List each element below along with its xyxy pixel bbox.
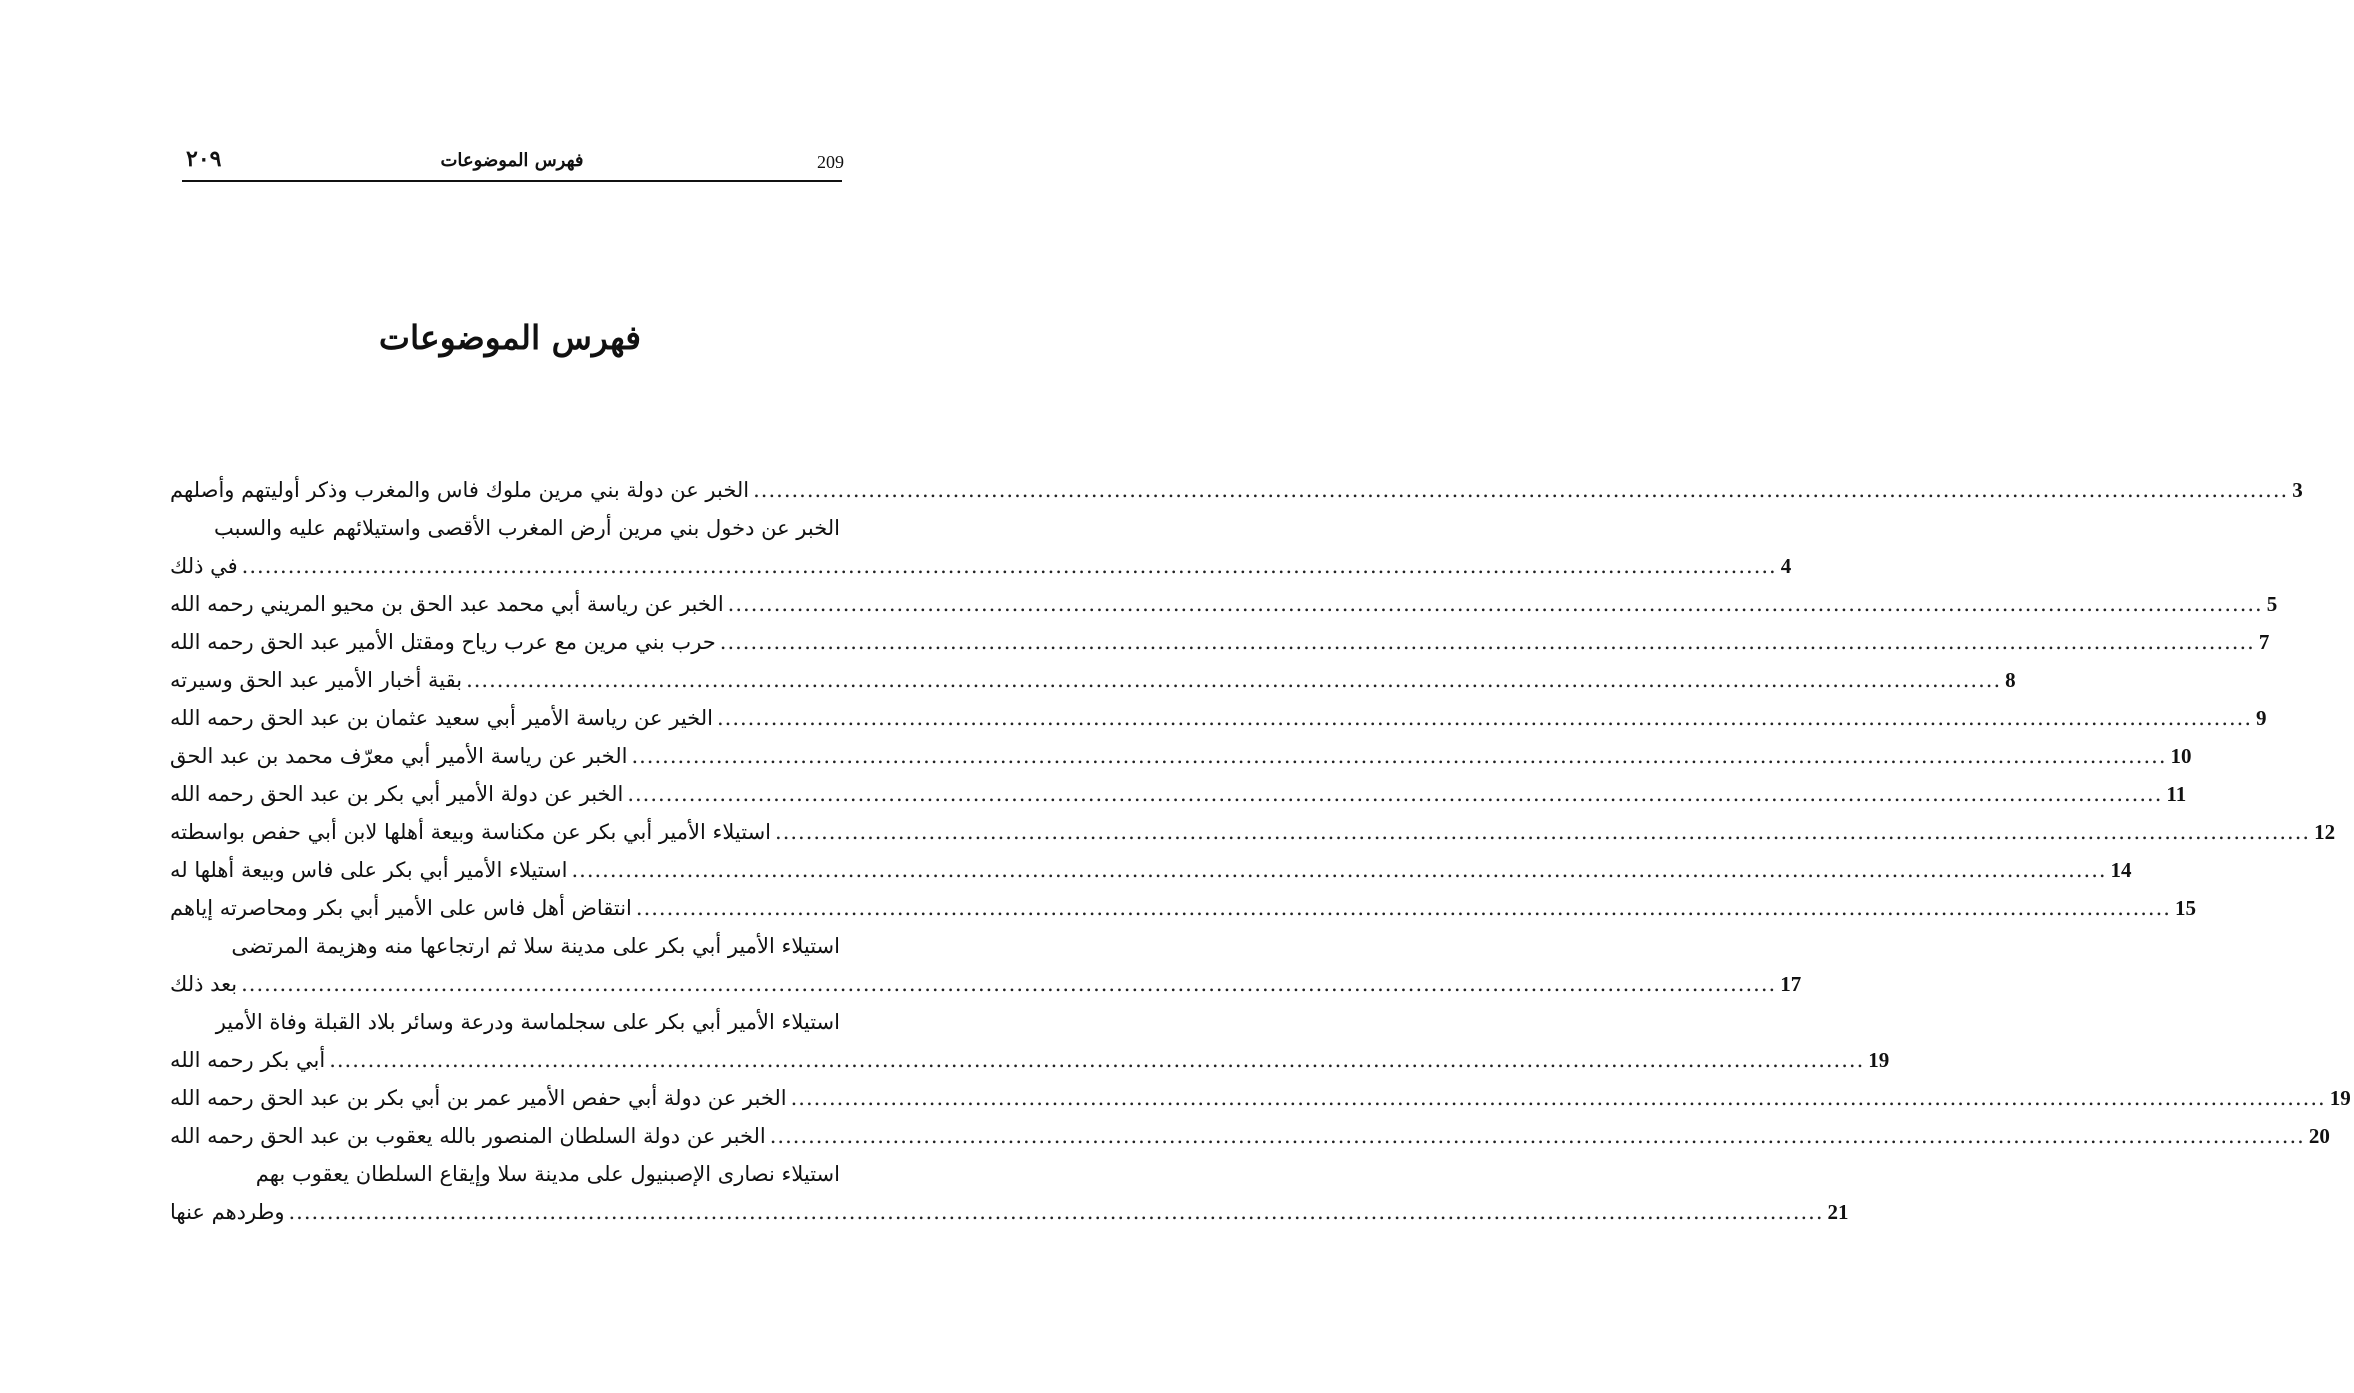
toc-entry (170, 706, 2267, 744)
toc-entry-page: 9 (2256, 706, 2267, 730)
toc-entry-page: 20 (2308, 1124, 2330, 1148)
toc-entry-page: 12 (2314, 820, 2336, 844)
toc-entry-title: استيلاء الأمير أبي بكر على سجلماسة ودرعة وسائر بلاد القبلة وفاة الأمير (215, 1010, 840, 1034)
dot-leader: ........................................................................................................................................................................................................ (719, 630, 2255, 654)
toc-entry-page: 11 (2166, 782, 2187, 806)
running-title: فهرس الموضوعات (440, 150, 584, 171)
toc-entry-page: 14 (2110, 858, 2132, 882)
toc-entry-page: 19 (1868, 1048, 1890, 1072)
toc-entry-page: 3 (2292, 478, 2303, 502)
dot-leader: ........................................................................................................................................................................................................ (790, 1086, 2326, 1110)
table-of-contents (170, 478, 2351, 1238)
toc-entry (170, 630, 2270, 668)
toc-entry (170, 478, 2303, 516)
toc-entry (170, 668, 2016, 706)
toc-entry-title: استيلاء الأمير أبي بكر عن مكناسة وبيعة أهلها لابن أبي حفص بواسطته (170, 820, 772, 844)
toc-entry-page: 8 (2005, 668, 2016, 692)
dot-leader: ........................................................................................................................................................................................................ (769, 1124, 2305, 1148)
toc-entry-page: 5 (2266, 592, 2278, 616)
dot-leader: ........................................................................................................................................................................................................ (627, 782, 2163, 806)
page-header (182, 140, 842, 182)
toc-entry-title: الخبر عن رياسة أبي محمد عبد الحق بن محيو المريني رحمه الله (170, 592, 724, 616)
toc-entry (170, 1010, 840, 1048)
dot-leader: ........................................................................................................................................................................................................ (288, 1200, 1824, 1224)
toc-entry-page: 17 (1780, 972, 1802, 996)
dot-leader: ........................................................................................................................................................................................................ (466, 668, 2002, 692)
dot-leader: ........................................................................................................................................................................................................ (753, 478, 2289, 502)
toc-entry-page: 7 (2258, 630, 2270, 654)
toc-entry (170, 516, 840, 554)
page-number-arabic: ٢٠٩ (186, 146, 222, 172)
toc-entry-page: 19 (2329, 1086, 2351, 1110)
dot-leader: ........................................................................................................................................................................................................ (716, 706, 2253, 730)
toc-entry (170, 592, 2278, 630)
toc-entry-page: 15 (2174, 896, 2196, 920)
page-number-latin: 209 (817, 152, 844, 172)
toc-entry (170, 972, 1802, 1010)
toc-entry (170, 1162, 840, 1200)
toc-entry-title: بقية أخبار الأمير عبد الحق وسيرته (170, 668, 463, 692)
toc-entry (170, 1200, 1849, 1238)
toc-entry-title: الخبر عن دولة السلطان المنصور بالله يعقوب بن عبد الحق رحمه الله (170, 1124, 766, 1148)
toc-entry-title: الخبر عن دولة أبي حفص الأمير عمر بن أبي بكر بن عبد الحق رحمه الله (170, 1086, 787, 1110)
toc-entry-title: وطردهم عنها (170, 1200, 285, 1224)
toc-entry-title: الخبر عن دولة الأمير أبي بكر بن عبد الحق رحمه الله (170, 782, 624, 806)
page-title: فهرس الموضوعات (378, 318, 642, 357)
toc-entry-page: 21 (1827, 1200, 1849, 1224)
toc-entry-title: استيلاء الأمير أبي بكر على مدينة سلا ثم ارتجاعها منه وهزيمة المرتضى (231, 934, 840, 958)
dot-leader: ........................................................................................................................................................................................................ (631, 744, 2167, 768)
toc-entry-title: انتقاض أهل فاس على الأمير أبي بكر ومحاصرته إياهم (170, 896, 632, 920)
toc-entry (170, 1086, 2351, 1124)
toc-entry-title: الخبر عن دولة بني مرين ملوك فاس والمغرب وذكر أوليتهم وأصلهم (170, 478, 750, 502)
toc-entry-page: 10 (2170, 744, 2192, 768)
toc-entry (170, 820, 2336, 858)
dot-leader: ........................................................................................................................................................................................................ (241, 554, 1777, 578)
toc-entry-title: استيلاء نصارى الإصبنيول على مدينة سلا وإيقاع السلطان يعقوب بهم (255, 1162, 840, 1186)
toc-entry-title: الخبر عن دخول بني مرين أرض المغرب الأقصى واستيلائهم عليه والسبب (214, 516, 840, 540)
toc-entry-title: بعد ذلك (170, 972, 238, 996)
toc-entry-title: أبي بكر رحمه الله (170, 1048, 326, 1072)
toc-entry (170, 934, 840, 972)
toc-entry (170, 744, 2192, 782)
toc-entry-title: حرب بني مرين مع عرب رياح ومقتل الأمير عبد الحق رحمه الله (170, 630, 716, 654)
dot-leader: ........................................................................................................................................................................................................ (571, 858, 2107, 882)
dot-leader: ........................................................................................................................................................................................................ (241, 972, 1777, 996)
toc-entry (170, 782, 2187, 820)
dot-leader: ........................................................................................................................................................................................................ (329, 1048, 1865, 1072)
toc-entry (170, 1124, 2330, 1162)
toc-entry (170, 1048, 1890, 1086)
toc-entry-page: 4 (1780, 554, 1792, 578)
toc-entry (170, 858, 2132, 896)
toc-entry-title: في ذلك (170, 554, 238, 578)
dot-leader: ........................................................................................................................................................................................................ (727, 592, 2263, 616)
toc-entry (170, 554, 1792, 592)
dot-leader: ........................................................................................................................................................................................................ (635, 896, 2171, 920)
toc-entry-title: الخير عن رياسة الأمير أبي سعيد عثمان بن عبد الحق رحمه الله (170, 706, 713, 730)
toc-entry (170, 896, 2196, 934)
toc-entry-title: الخبر عن رياسة الأمير أبي معرّف محمد بن عبد الحق (170, 744, 628, 768)
dot-leader: ........................................................................................................................................................................................................ (775, 820, 2311, 844)
toc-entry-title: استيلاء الأمير أبي بكر على فاس وبيعة أهلها له (170, 858, 568, 882)
